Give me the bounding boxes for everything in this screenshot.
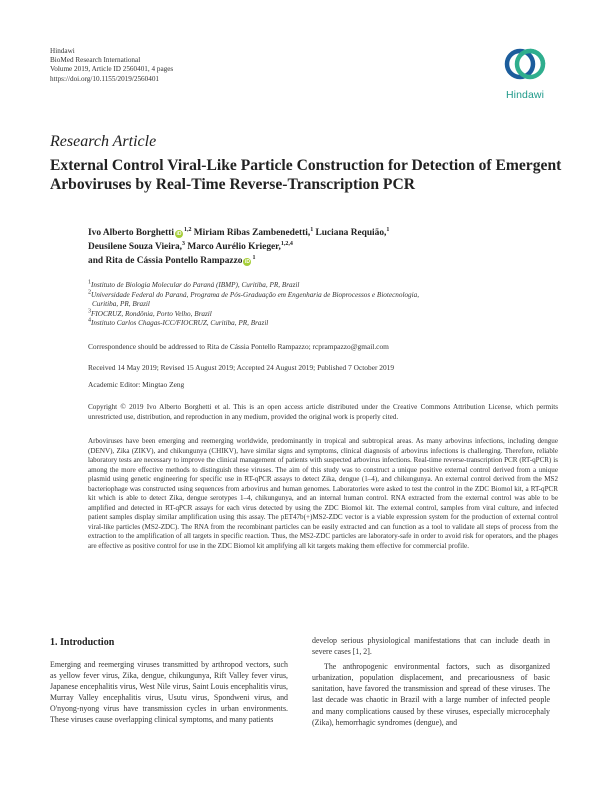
author-name[interactable]: and Rita de Cássia Pontello Rampazzo: [88, 256, 243, 267]
abstract: Arboviruses have been emerging and reemerging worldwide, predominantly in tropical and subtropical areas. As many arbovirus infections, including dengue (DENV), Zika (ZIKV), and chikungunya (CHIKV), have similar signs and symptoms, clinical diagnosis of arbovirus infections is challenging. Therefore, reliable laboratory tests are necessary to improve the clinical management of patients with suspected arbovirus infections. Real-time reverse-transcription PCR (RT-qPCR) is among the more effective methods to distinguish these viruses. The aim of this study was to construct a unique positive external control derived from a unique plasmid using genetic engineering for specific use in RT-qPCR assays to detect Zika, dengue (1–4), and chikungunya. An external control derived from the MS2 bacteriophage was constructed using sequences from arbovirus and human genomes. Laboratories were asked to test the control in the ZDC Biomol kit, a RT-qPCR kit which is able to detect Zika, dengue serotypes 1–4, chikungunya, and an internal human control. RNA extracted from the external control was able to be amplified and detected in RT-qPCR assays for each virus detected by using the ZDC Biomol kit. The external control, samples from viral culture, and infected patient samples display similar amplification using this assay. The pET47b(+)MS2-ZDC vector is a viable expression system for the production of external control viral-like particles (MS2-ZDC). The RNA from the recombinant particles can be easily extracted and can function as a tool to validate all steps of process from the extraction to the amplification of all targets in specific reaction. Thus, the MS2-ZDC particles are laboratory-safe in order to avoid risk for operators, and the phages are effective as positive control for use in the ZDC Biomol kit amplifying all kit targets making them effective for commercial profile.: [88, 437, 558, 551]
body-paragraph: The anthropogenic environmental factors, such as disorganized urbanization, population displacement, and precariousness of basic sanitation, have favored the transmission and spread of these viruses. The last decade was chaotic in Brazil with a large number of infected people and many complications caused by these viruses, especially microcephaly (Zika), hemorrhagic syndromes (dengue), and: [312, 662, 550, 727]
author-affil-sup: 3: [182, 241, 186, 248]
author-name[interactable]: Deusilene Souza Vieira,: [88, 242, 183, 253]
author-affil-sup: 1: [252, 255, 256, 262]
affiliation-item: $^2$Universidade Federal do Paraná, Programa de Pós-Graduação em Engenharia de Bioprocessos e Biotecnologia, Curitiba, PR, Brazil: [88, 289, 420, 309]
logo-wordmark: Hindawi: [505, 89, 545, 101]
body-paragraph: develop serious physiological manifestations that can include death in severe cases [1, 2].: [312, 636, 550, 657]
author-name[interactable]: Marco Aurélio Krieger,: [187, 242, 281, 253]
journal-header: [50, 47, 173, 84]
doi-link[interactable]: https://doi.org/10.1155/2019/2560401: [50, 74, 160, 83]
body-column-right: [312, 635, 550, 728]
author-affil-sup: 1,2: [183, 226, 192, 233]
author-affil-sup: 1: [310, 226, 314, 233]
body-paragraph: Emerging and reemerging viruses transmitted by arthropod vectors, such as yellow fever virus, Zika, dengue, chikungunya, Rift Valley fever virus, Japanese encephalitis virus, West Nile virus, Saint Louis encephalitis virus, Murray Valley encephalitis virus, Usutu virus, Spondweni virus, and O'nyong-nyong virus have transmission cycles in urban environments. These viruses cause overlapping clinical symptoms, and many patients: [50, 660, 288, 725]
orcid-icon[interactable]: iD: [244, 259, 250, 266]
hindawi-logo-icon: [503, 45, 547, 83]
body-column-left: [50, 637, 288, 726]
author-affil-sup: 1,2,4: [280, 241, 293, 248]
author-name[interactable]: Luciana Requião,: [315, 228, 387, 238]
article-title: External Control Viral-Like Particle Construction for Detection of Emergent Arboviruses by Real-Time Reverse-Transcription PCR: [50, 157, 562, 193]
author-list: [88, 226, 558, 269]
orcid-icon[interactable]: iD: [176, 231, 182, 237]
section-heading: 1. Introduction: [50, 637, 115, 648]
affiliation-list: [88, 281, 558, 329]
author-affil-sup: 1: [386, 226, 390, 233]
volume-line: Volume 2019, Article ID 2560401, 4 pages: [50, 65, 174, 74]
hindawi-logo: [496, 45, 554, 101]
academic-editor: Academic Editor: Mingtao Zeng: [88, 380, 185, 389]
journal-name: BioMed Research International: [50, 56, 141, 65]
correspondence-line: Correspondence should be addressed to Rita de Cássia Pontello Rampazzo; rcprampazzo@gmail.com: [88, 342, 389, 351]
affiliation-item: $^3$FIOCRUZ, Rondônia, Porto Velho, Brazil: [88, 308, 212, 318]
copyright-notice: Copyright © 2019 Ivo Alberto Borghetti et al. This is an open access article distributed under the Creative Commons Attribution License, which permits unrestricted use, distribution, and reproduction in any medium, provided the original work is properly cited.: [88, 403, 558, 421]
dates-line: Received 14 May 2019; Revised 15 August 2019; Accepted 24 August 2019; Published 7 October 2019: [88, 363, 395, 372]
affiliation-item: $^1$Instituto de Biologia Molecular do Paraná (IBMP), Curitiba, PR, Brazil: [88, 279, 300, 289]
affiliation-item: $^4$Instituto Carlos Chagas-ICC/FIOCRUZ, Curitiba, PR, Brazil: [88, 317, 269, 328]
author-name[interactable]: Ivo Alberto Borghetti: [88, 228, 174, 238]
publisher-name: Hindawi: [50, 47, 75, 55]
author-name[interactable]: Miriam Ribas Zambenedetti,: [193, 228, 311, 238]
article-type: Research Article: [50, 133, 157, 150]
